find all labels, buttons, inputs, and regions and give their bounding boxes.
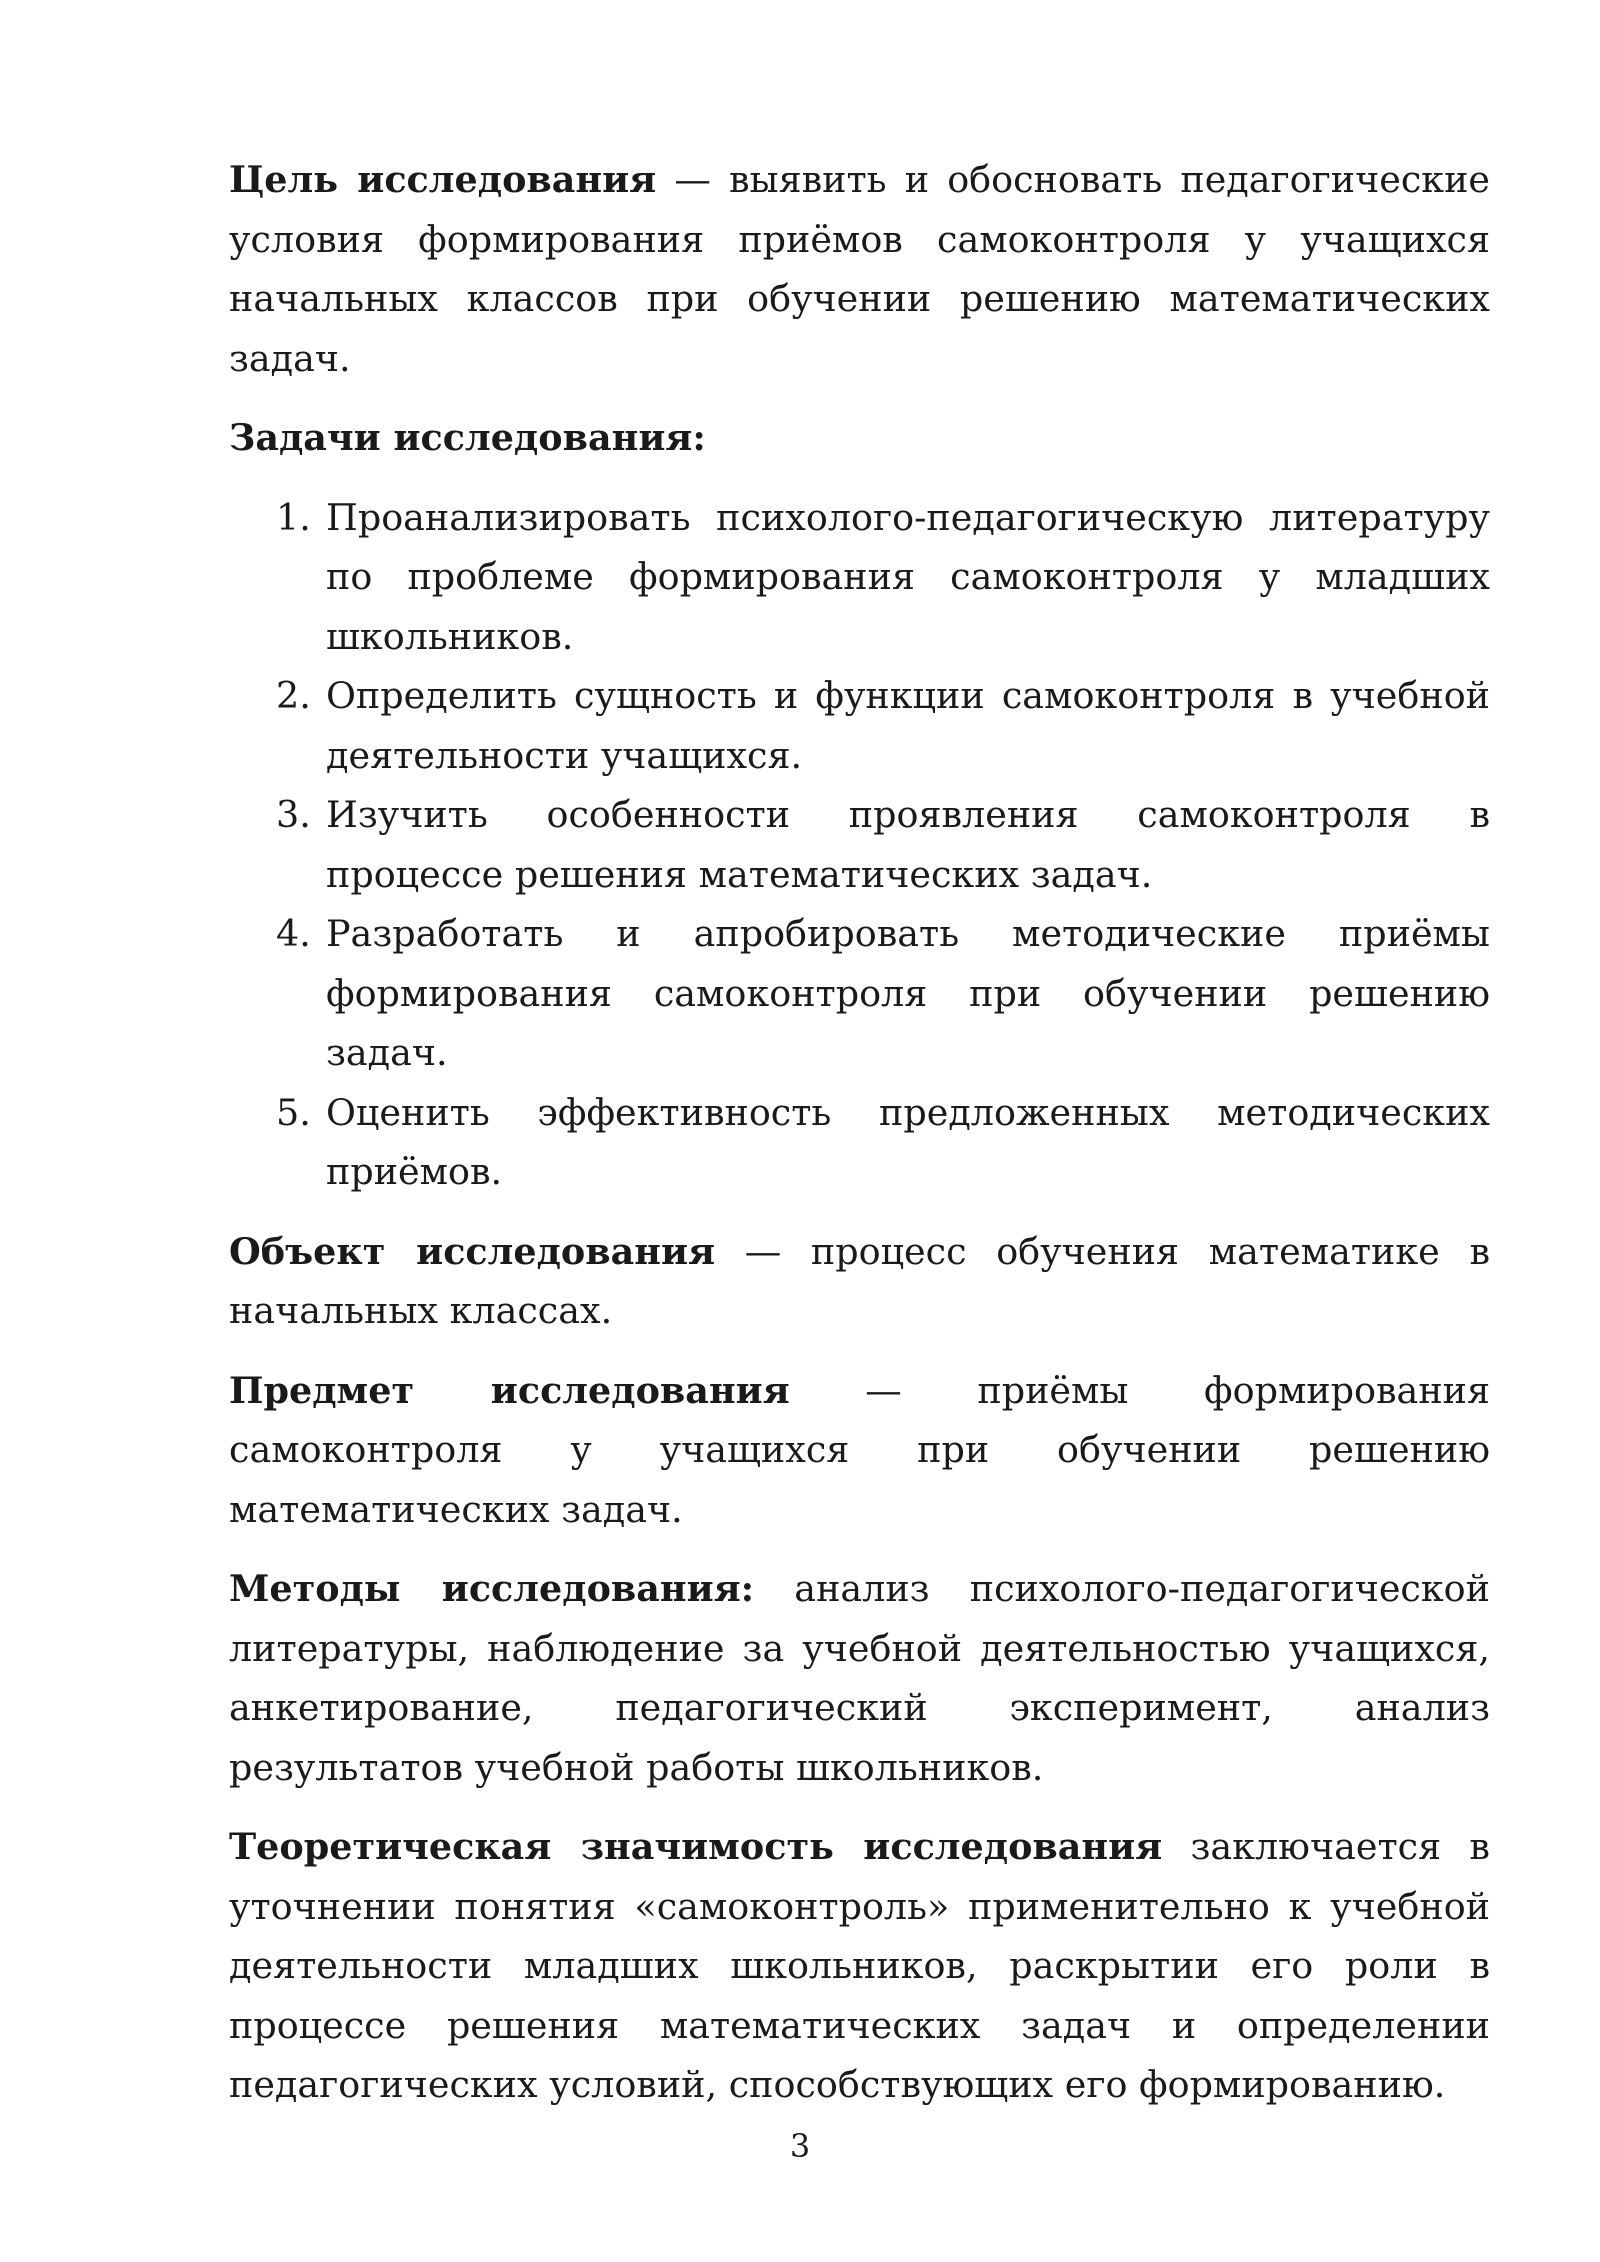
subject-paragraph xyxy=(229,1361,1490,1540)
task-number: 1. xyxy=(276,495,311,539)
tasks-list xyxy=(229,488,1490,1202)
task-item xyxy=(229,785,1490,904)
methods-text: анализ психолого-педагогической литературы, наблюдение за учебной деятельностью учащихся, анкетирование, педагогический эксперимент, анализ результатов учебной работы школьников. xyxy=(229,1567,1490,1789)
methods-label: Методы исследования: xyxy=(229,1567,755,1610)
task-text: Проанализировать психолого-педагогическую литературу по проблеме формирования самоконтроля у младших школьников. xyxy=(326,495,1490,658)
significance-label: Теоретическая значимость исследования xyxy=(229,1825,1163,1868)
goal-label: Цель исследования xyxy=(229,158,657,201)
task-text: Оценить эффективность предложенных методических приёмов. xyxy=(326,1090,1490,1193)
task-text: Изучить особенности проявления самоконтроля в процессе решения математических задач. xyxy=(326,793,1490,896)
significance-text: заключается в уточнении понятия «самоконтроль» применительно к учебной деятельности младших школьников, раскрытии его роли в процессе решения математических задач и определении педагогических условий, способствующих его формированию. xyxy=(229,1825,1490,2106)
task-number: 5. xyxy=(276,1090,311,1134)
goal-paragraph xyxy=(229,150,1490,388)
goal-text: — выявить и обосновать педагогические условия формирования приёмов самоконтроля у учащихся начальных классов при обучении решению математических задач. xyxy=(229,158,1491,380)
object-paragraph xyxy=(229,1222,1490,1341)
task-number: 2. xyxy=(276,674,311,717)
task-number: 4. xyxy=(276,912,311,955)
significance-paragraph xyxy=(229,1817,1490,2115)
task-number: 3. xyxy=(276,793,311,836)
subject-label: Предмет исследования xyxy=(229,1368,790,1412)
task-item xyxy=(229,904,1490,1083)
task-text: Определить сущность и функции самоконтроля в учебной деятельности учащихся. xyxy=(326,674,1490,777)
object-text: — процесс обучения математике в начальных классах. xyxy=(229,1229,1490,1332)
task-item xyxy=(229,1083,1490,1202)
subject-text: — приёмы формирования самоконтроля у учащихся при обучении решению математических задач. xyxy=(229,1368,1490,1531)
document-page xyxy=(229,150,1490,2135)
page-number: 3 xyxy=(789,2127,811,2165)
object-label: Объект исследования xyxy=(229,1229,716,1273)
task-item xyxy=(229,666,1490,785)
tasks-heading: Задачи исследования: xyxy=(229,416,706,459)
methods-paragraph xyxy=(229,1559,1490,1797)
task-text: Разработать и апробировать методические приёмы формирования самоконтроля при обучении решению задач. xyxy=(326,912,1490,1074)
task-item xyxy=(229,488,1490,667)
